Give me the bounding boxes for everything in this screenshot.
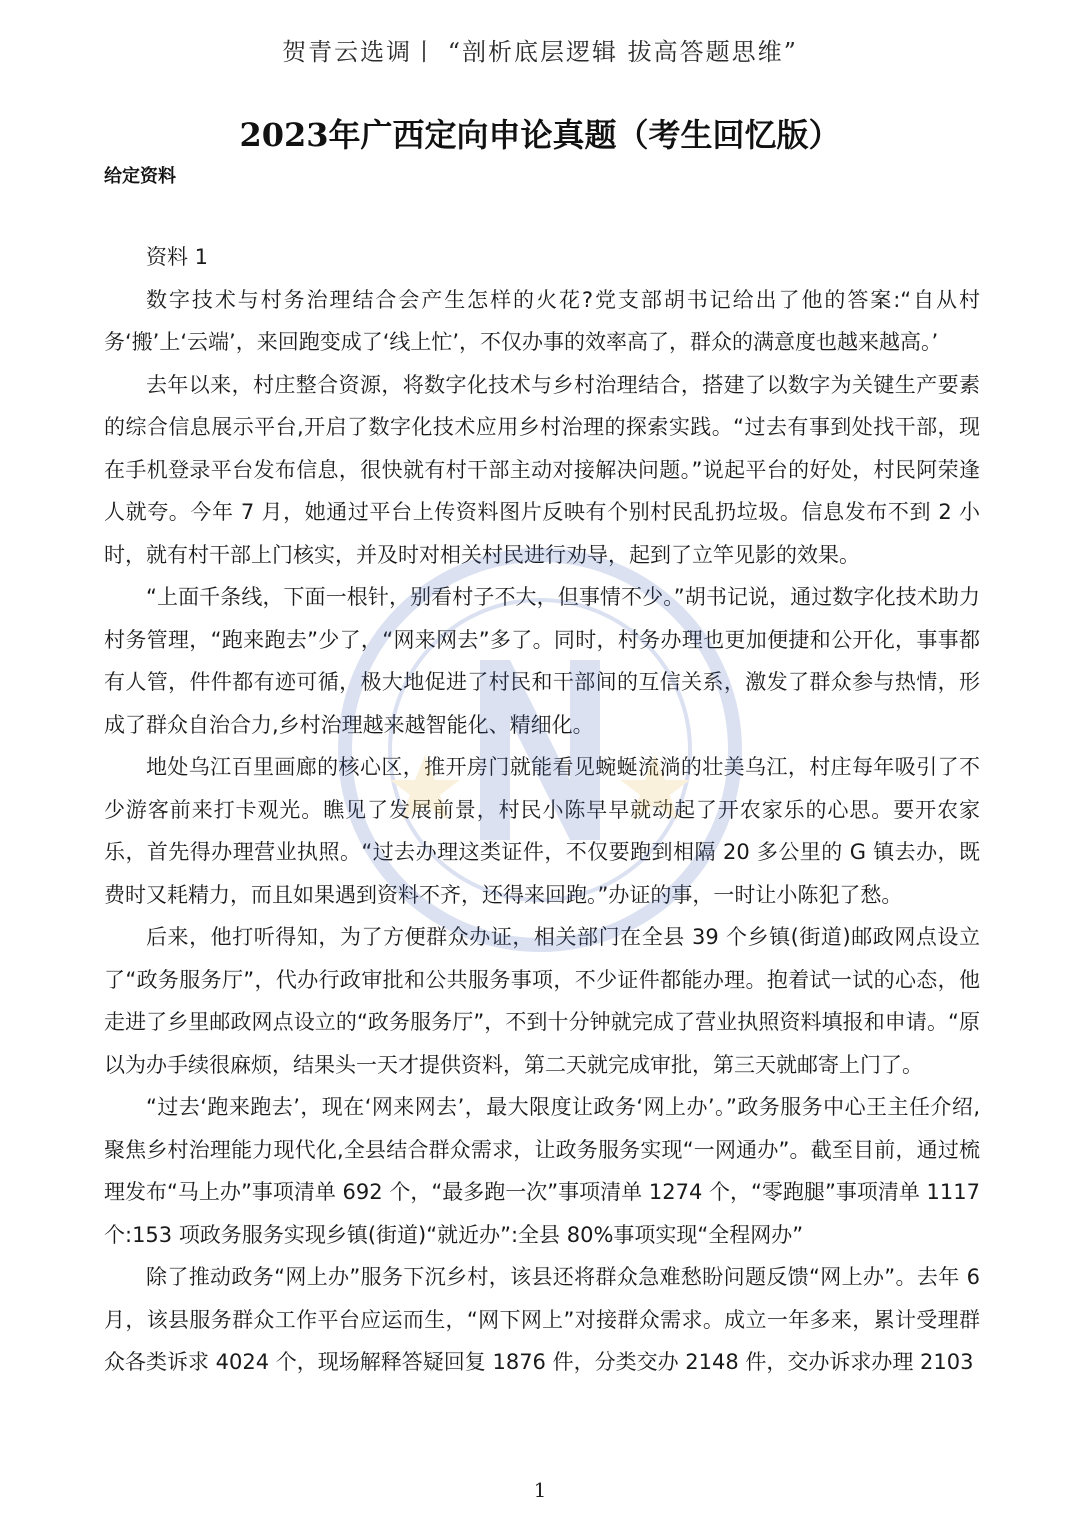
- material-label: 资料 1: [146, 245, 209, 269]
- document-body: [104, 236, 980, 1384]
- page-header: 贺青云选调丨 “剖析底层逻辑 拔高答题思维”: [282, 38, 798, 66]
- paragraph: “上面千条线，下面一根针，别看村子不大，但事情不少。”胡书记说，通过数字化技术助力村务管理，“跑来跑去”少了，“网来网去”多了。同时，村务办理也更加便捷和公开化，事事都有人管，件件都有迹可循，极大地促进了村民和干部间的互信关系，激发了群众参与热情，形成了群众自治合力,乡村治理越来越智能化、精细化。: [104, 585, 980, 737]
- document-title: 2023年广西定向申论真题（考生回忆版）: [239, 116, 841, 154]
- paragraph: 去年以来，村庄整合资源，将数字化技术与乡村治理结合，搭建了以数字为关键生产要素的综合信息展示平台,开启了数字化技术应用乡村治理的探索实践。“过去有事到处找干部，现在手机登录平台发布信息，很快就有村干部主动对接解决问题。”说起平台的好处，村民阿荣逢人就夸。今年 7 月，她通过平台上传资料图片反映有个别村民乱扔垃圾。信息发布不到 2 小时，就有村干部上门核实，并及时对相关村民进行劝导，起到了立竿见影的效果。: [104, 372, 980, 567]
- paragraph: 除了推动政务“网上办”服务下沉乡村，该县还将群众急难愁盼问题反馈“网上办”。去年 6 月，该县服务群众工作平台应运而生，“网下网上”对接群众需求。成立一年多来，累计受理群众各类诉求 4024 个，现场解释答疑回复 1876 件，分类交办 2148 件，交办诉求办理 2103: [104, 1265, 980, 1374]
- section-label: 给定资料: [104, 166, 176, 187]
- paragraph: 数字技术与村务治理结合会产生怎样的火花?党支部胡书记给出了他的答案:“自从村务‘搬’上‘云端’，来回跑变成了‘线上忙’，不仅办事的效率高了，群众的满意度也越来越高。’: [104, 287, 980, 354]
- paragraph: 后来，他打听得知，为了方便群众办证，相关部门在全县 39 个乡镇(街道)邮政网点设立了“政务服务厅”，代办行政审批和公共服务事项，不少证件都能办理。抱着试一试的心态，他走进了乡里邮政网点设立的“政务服务厅”，不到十分钟就完成了营业执照资料填报和申请。“原以为办手续很麻烦，结果头一天才提供资料，第二天就完成审批，第三天就邮寄上门了。: [104, 925, 980, 1077]
- paragraph: 地处乌江百里画廊的核心区，推开房门就能看见蜿蜒流淌的壮美乌江，村庄每年吸引了不少游客前来打卡观光。瞧见了发展前景，村民小陈早早就动起了开农家乐的心思。要开农家乐，首先得办理营业执照。“过去办理这类证件，不仅要跑到相隔 20 多公里的 G 镇去办，既费时又耗精力，而且如果遇到资料不齐，还得来回跑。”办证的事，一时让小陈犯了愁。: [104, 755, 980, 907]
- paragraph: “过去‘跑来跑去’，现在‘网来网去’，最大限度让政务‘网上办’。”政务服务中心王主任介绍,聚焦乡村治理能力现代化,全县结合群众需求，让政务服务实现“一网通办”。截至目前，通过梳理发布“马上办”事项清单 692 个，“最多跑一次”事项清单 1274 个，“零跑腿”事项清单 1117 个:153 项政务服务实现乡镇(街道)“就近办”:全县 80%事项实现“全程网办”: [104, 1095, 980, 1247]
- page-number: 1: [533, 1478, 547, 1502]
